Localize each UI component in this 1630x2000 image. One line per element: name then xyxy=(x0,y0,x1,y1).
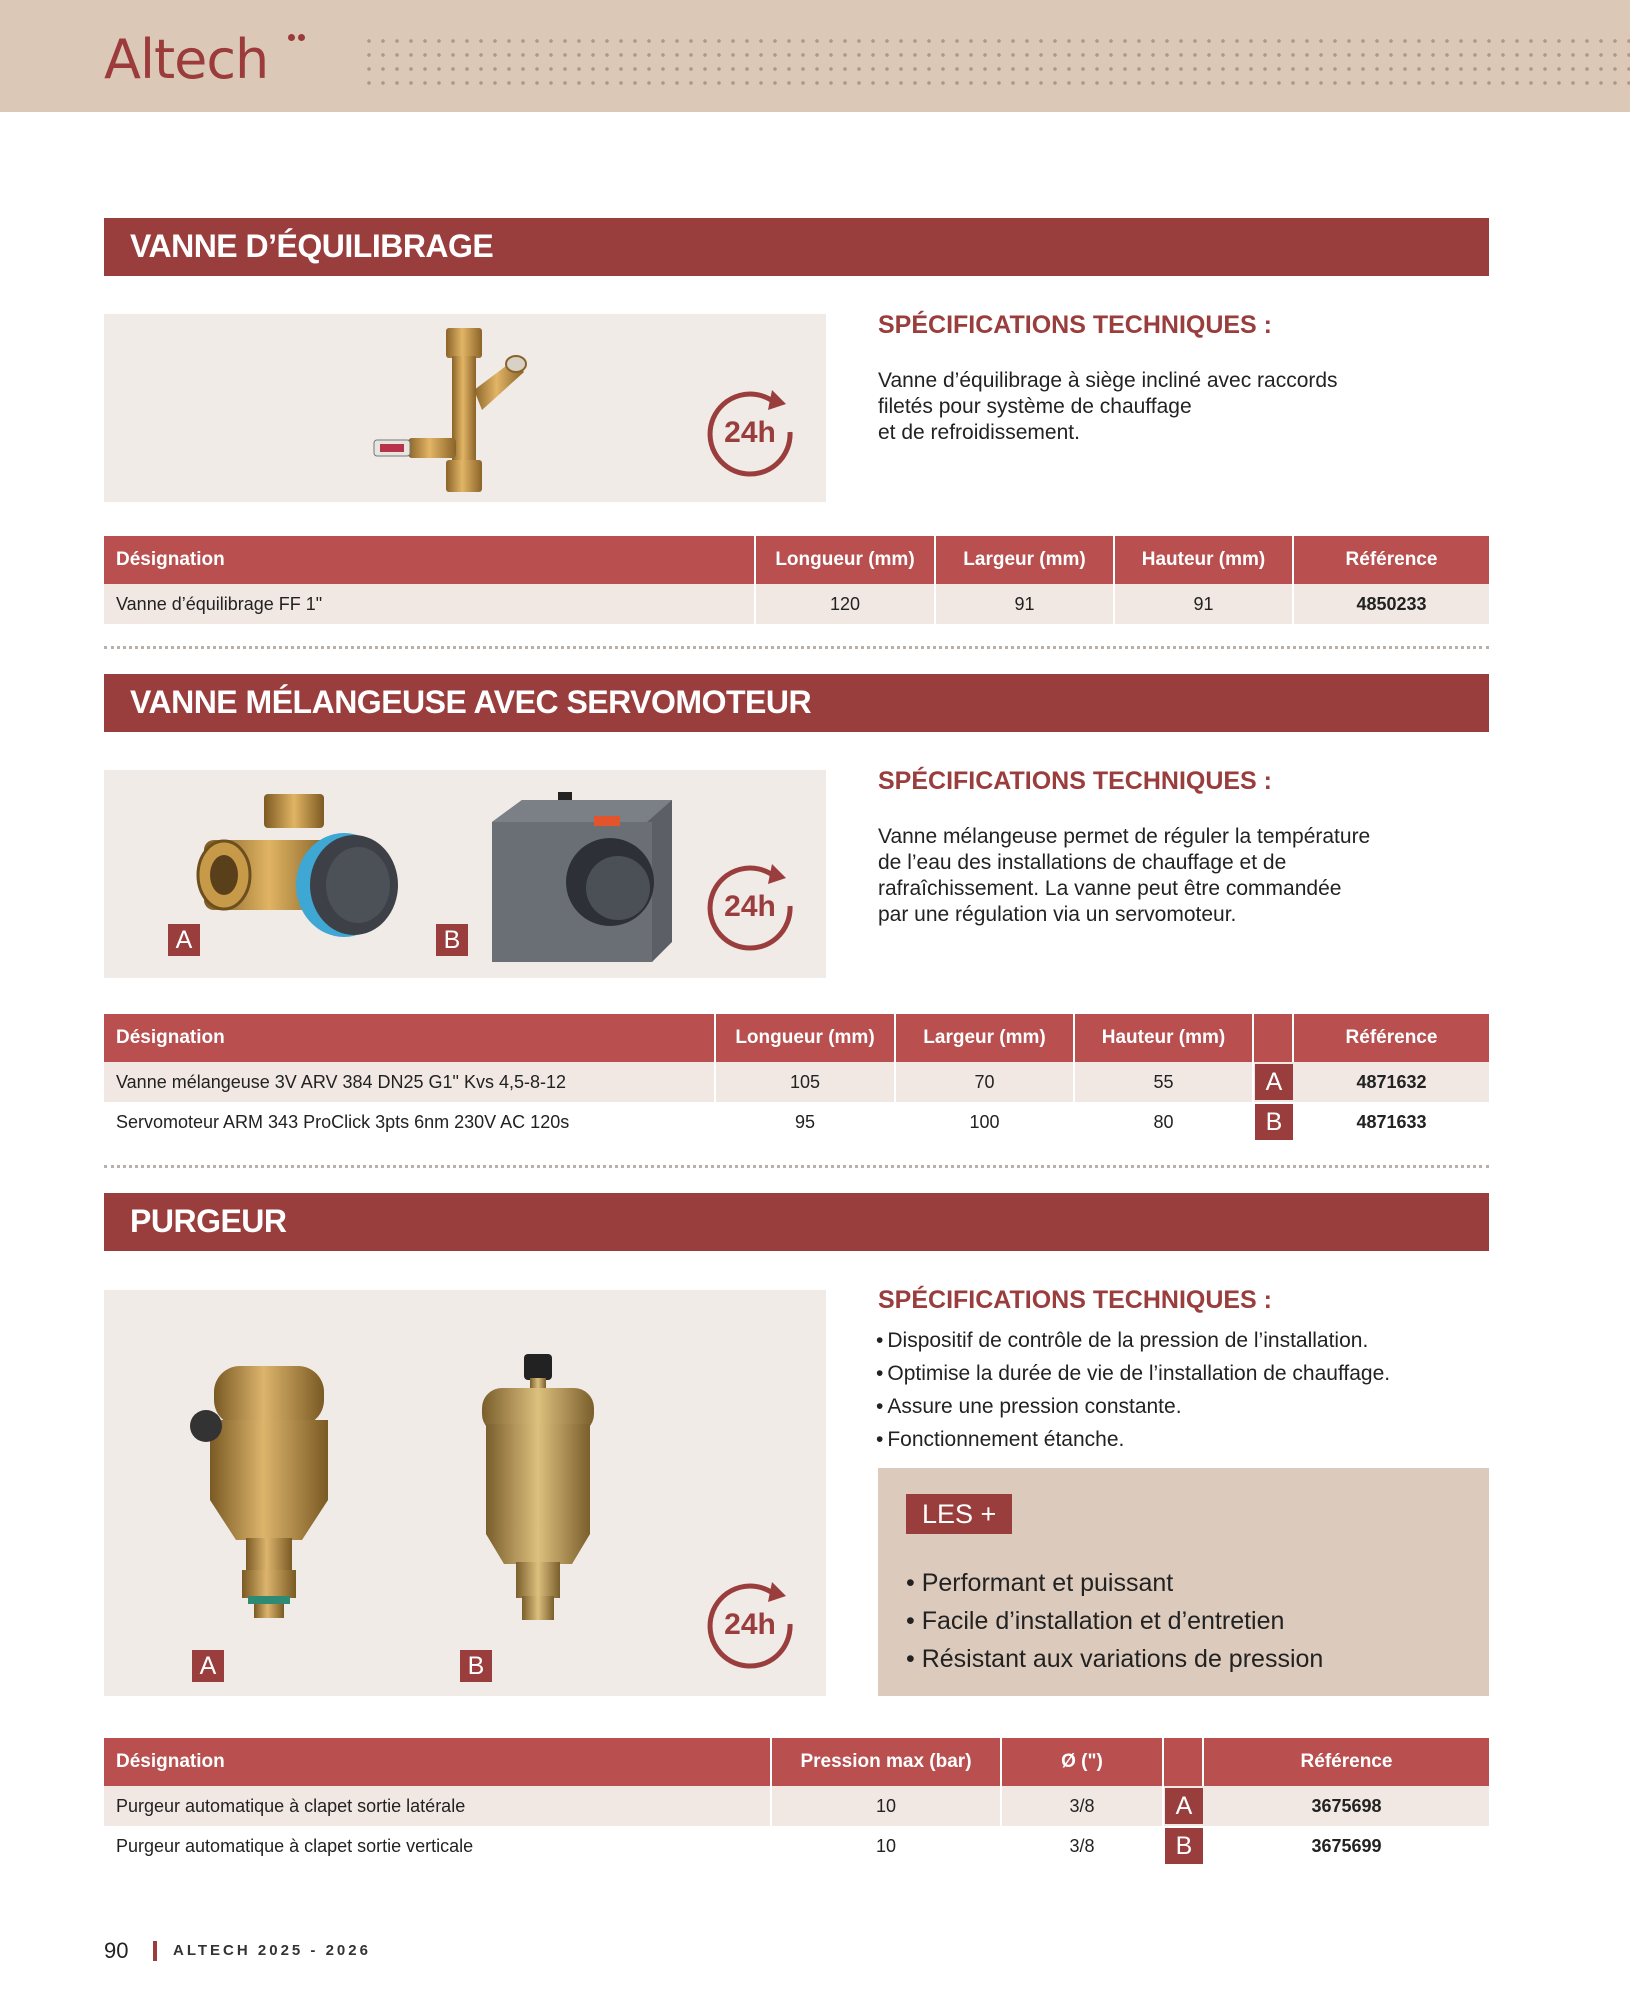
col-reference: Référence xyxy=(1300,1751,1393,1772)
cell-largeur: 91 xyxy=(936,584,1115,624)
mixing-valve-image xyxy=(194,790,404,950)
spec-title: SPÉCIFICATIONS TECHNIQUES : xyxy=(878,311,1273,339)
cell-diametre: 3/8 xyxy=(1002,1786,1164,1826)
section-title: PURGEUR xyxy=(130,1203,287,1239)
cell-hauteur: 55 xyxy=(1075,1062,1254,1102)
col-tag xyxy=(1254,1014,1294,1062)
air-vent-vertical-image xyxy=(464,1354,614,1634)
page-number: 90 xyxy=(104,1938,129,1963)
row-tag: B xyxy=(1165,1828,1203,1864)
spec-bullet: • Optimise la durée de vie de l’installation de chauffage. xyxy=(876,1357,1390,1390)
balancing-valve-image xyxy=(354,320,554,500)
les-plus-item: • Résistant aux variations de pression xyxy=(906,1640,1323,1678)
spec-line: filetés pour système de chauffage xyxy=(878,395,1192,418)
cell-diametre: 3/8 xyxy=(1002,1826,1164,1866)
dot-pattern-decoration xyxy=(362,34,1630,86)
badge-24h-text: 24h xyxy=(724,890,776,923)
image-tag-b: B xyxy=(460,1650,492,1682)
product-image-panel xyxy=(104,770,826,978)
col-reference: Référence xyxy=(1345,1027,1438,1048)
product-table xyxy=(104,536,1489,624)
cell-designation: Vanne d’équilibrage FF 1" xyxy=(104,584,756,624)
24h-delivery-icon xyxy=(704,384,800,480)
air-vent-lateral-image xyxy=(184,1360,354,1630)
spec-line: Vanne mélangeuse permet de réguler la température xyxy=(878,825,1371,848)
col-largeur: Largeur (mm) xyxy=(896,1014,1075,1062)
altech-logo: Altech xyxy=(104,28,269,91)
badge-24h-text: 24h xyxy=(724,1608,776,1641)
les-plus-label: LES + xyxy=(906,1494,1012,1534)
section-divider xyxy=(104,1165,1489,1168)
col-tag xyxy=(1164,1738,1204,1786)
cell-reference: 4871633 xyxy=(1356,1112,1427,1132)
table-header-row xyxy=(104,1738,1489,1786)
cell-pression: 10 xyxy=(772,1826,1002,1866)
section-divider xyxy=(104,646,1489,649)
footer-divider xyxy=(153,1941,157,1961)
cell-designation: Purgeur automatique à clapet sortie verticale xyxy=(104,1826,772,1866)
spec-line: rafraîchissement. La vanne peut être commandée xyxy=(878,877,1342,900)
cell-designation: Vanne mélangeuse 3V ARV 384 DN25 G1" Kvs 4,5-8-12 xyxy=(104,1062,716,1102)
col-designation: Désignation xyxy=(104,536,756,584)
cell-longueur: 105 xyxy=(716,1062,896,1102)
product-table xyxy=(104,1014,1489,1144)
product-image-panel xyxy=(104,1290,826,1696)
cell-hauteur: 80 xyxy=(1075,1102,1254,1142)
badge-24h-text: 24h xyxy=(724,416,776,449)
table-header-row xyxy=(104,1014,1489,1062)
spec-bullet: • Assure une pression constante. xyxy=(876,1390,1390,1423)
product-table xyxy=(104,1738,1489,1868)
col-longueur: Longueur (mm) xyxy=(716,1014,896,1062)
spec-description xyxy=(878,824,1478,928)
spec-line: et de refroidissement. xyxy=(878,421,1080,444)
spec-title: SPÉCIFICATIONS TECHNIQUES : xyxy=(878,1286,1273,1314)
spec-line: Vanne d’équilibrage à siège incliné avec raccords xyxy=(878,369,1338,392)
spec-bullets xyxy=(876,1324,1390,1456)
les-plus-item: • Performant et puissant xyxy=(906,1564,1323,1602)
spec-title: SPÉCIFICATIONS TECHNIQUES : xyxy=(878,767,1273,795)
image-tag-a: A xyxy=(168,924,200,956)
table-row xyxy=(104,1826,1489,1866)
24h-delivery-icon xyxy=(704,1576,800,1672)
spec-bullet: • Dispositif de contrôle de la pression de l’installation. xyxy=(876,1324,1390,1357)
table-row xyxy=(104,1062,1489,1102)
spec-line: de l’eau des installations de chauffage et de xyxy=(878,851,1287,874)
col-largeur: Largeur (mm) xyxy=(936,536,1115,584)
row-tag: A xyxy=(1255,1064,1293,1100)
col-designation: Désignation xyxy=(104,1738,772,1786)
cell-reference: 3675698 xyxy=(1311,1796,1382,1816)
cell-largeur: 100 xyxy=(896,1102,1075,1142)
col-reference: Référence xyxy=(1345,549,1438,570)
cell-designation: Servomoteur ARM 343 ProClick 3pts 6nm 230V AC 120s xyxy=(104,1102,716,1142)
row-tag: B xyxy=(1255,1104,1293,1140)
table-row xyxy=(104,584,1489,624)
cell-reference: 3675699 xyxy=(1311,1836,1382,1856)
col-pression: Pression max (bar) xyxy=(772,1738,1002,1786)
table-row xyxy=(104,1102,1489,1142)
cell-longueur: 95 xyxy=(716,1102,896,1142)
section-title-bar xyxy=(104,1193,1489,1251)
cell-reference: 4871632 xyxy=(1356,1072,1427,1092)
spec-line: par une régulation via un servomoteur. xyxy=(878,903,1237,926)
section-title: VANNE MÉLANGEUSE AVEC SERVOMOTEUR xyxy=(130,684,812,720)
cell-longueur: 120 xyxy=(756,584,936,624)
cell-largeur: 70 xyxy=(896,1062,1075,1102)
les-plus-box xyxy=(878,1468,1489,1696)
image-tag-b: B xyxy=(436,924,468,956)
section-title: VANNE D’ÉQUILIBRAGE xyxy=(130,228,494,264)
spec-bullet: • Fonctionnement étanche. xyxy=(876,1423,1390,1456)
cell-designation: Purgeur automatique à clapet sortie latérale xyxy=(104,1786,772,1826)
product-image-panel xyxy=(104,314,826,502)
col-hauteur: Hauteur (mm) xyxy=(1115,536,1294,584)
les-plus-list xyxy=(906,1564,1323,1678)
les-plus-item: • Facile d’installation et d’entretien xyxy=(906,1602,1323,1640)
table-row xyxy=(104,1786,1489,1826)
servomotor-image xyxy=(482,792,682,968)
col-longueur: Longueur (mm) xyxy=(756,536,936,584)
table-header-row xyxy=(104,536,1489,584)
logo-dots-icon xyxy=(288,34,302,42)
section-title-bar xyxy=(104,674,1489,732)
section-title-bar xyxy=(104,218,1489,276)
cell-hauteur: 91 xyxy=(1115,584,1294,624)
24h-delivery-icon xyxy=(704,858,800,954)
cell-reference: 4850233 xyxy=(1356,594,1427,614)
cell-pression: 10 xyxy=(772,1786,1002,1826)
col-designation: Désignation xyxy=(104,1014,716,1062)
spec-description xyxy=(878,368,1478,446)
row-tag: A xyxy=(1165,1788,1203,1824)
image-tag-a: A xyxy=(192,1650,224,1682)
footer-text: ALTECH 2025 - 2026 xyxy=(173,1942,371,1959)
col-diametre: Ø (") xyxy=(1002,1738,1164,1786)
col-hauteur: Hauteur (mm) xyxy=(1075,1014,1254,1062)
